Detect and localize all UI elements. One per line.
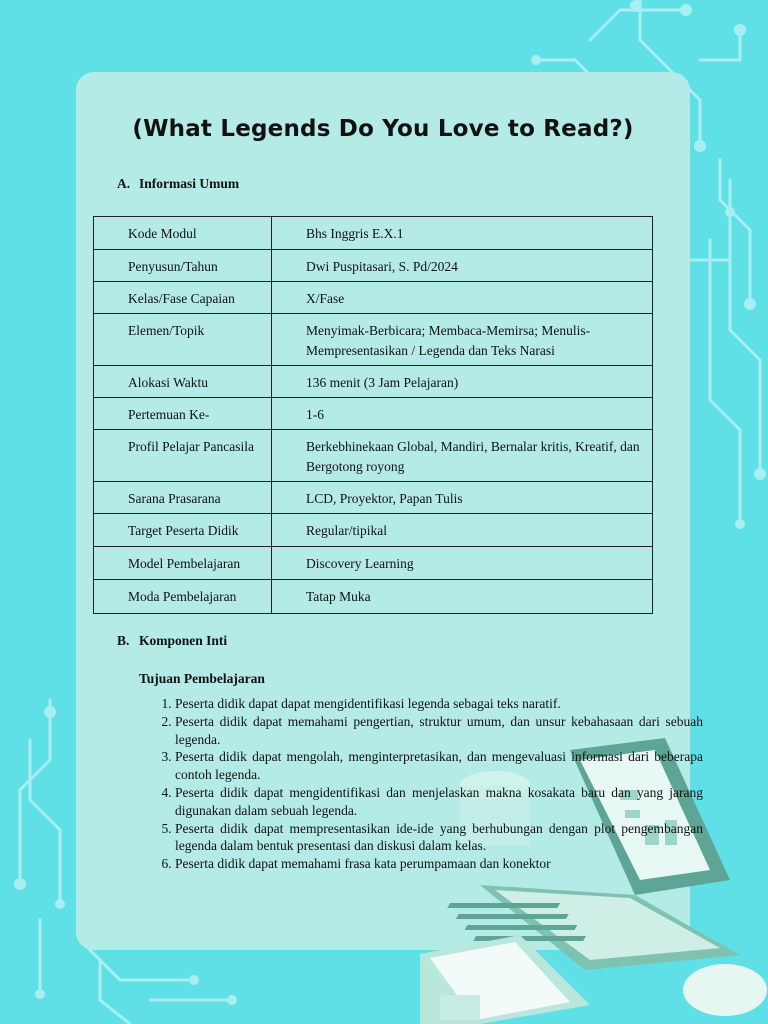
- info-value: Bhs Inggris E.X.1: [272, 217, 653, 250]
- info-row: [94, 580, 653, 614]
- info-key: Sarana Prasarana: [94, 482, 272, 514]
- learning-objectives-heading: Tujuan Pembelajaran: [139, 671, 265, 686]
- info-row: [94, 250, 653, 282]
- info-row: [94, 430, 653, 482]
- info-value: 136 menit (3 Jam Pelajaran): [272, 366, 653, 398]
- info-row: [94, 314, 653, 366]
- learning-objective-item: 1. Peserta didik dapat dapat mengidentifikasi legenda sebagai teks naratif.: [175, 695, 703, 713]
- info-row: [94, 282, 653, 314]
- info-key: Model Pembelajaran: [94, 547, 272, 580]
- general-info-table: [93, 216, 653, 614]
- info-key: Moda Pembelajaran: [94, 580, 272, 614]
- info-row: [94, 366, 653, 398]
- info-key: Elemen/Topik: [94, 314, 272, 366]
- info-row: [94, 482, 653, 514]
- info-key: Profil Pelajar Pancasila: [94, 430, 272, 482]
- info-key: Alokasi Waktu: [94, 366, 272, 398]
- page-title: (What Legends Do You Love to Read?): [132, 116, 634, 142]
- info-key: Target Peserta Didik: [94, 514, 272, 547]
- section-b-heading: [117, 633, 227, 649]
- info-key: Kode Modul: [94, 217, 272, 250]
- info-value: Tatap Muka: [272, 580, 653, 614]
- info-value: Regular/tipikal: [272, 514, 653, 547]
- section-b-label: Komponen Inti: [139, 633, 228, 648]
- info-value: Menyimak-Berbicara; Membaca-Memirsa; Menulis-Mempresentasikan / Legenda dan Teks Narasi: [272, 314, 653, 366]
- info-row: [94, 514, 653, 547]
- info-key: Kelas/Fase Capaian: [94, 282, 272, 314]
- info-value: X/Fase: [272, 282, 653, 314]
- info-row: [94, 398, 653, 430]
- learning-objective-item: 3. Peserta didik dapat mengolah, menginterpretasikan, dan mengevaluasi informasi dari beberapa contoh legenda.: [175, 748, 703, 784]
- learning-objective-item: 5. Peserta didik dapat mempresentasikan ide-ide yang berhubungan dengan plot pengembangan legenda dalam bentuk presentasi dan diskusi dalam kelas.: [175, 820, 703, 856]
- info-row: [94, 217, 653, 250]
- info-row: [94, 547, 653, 580]
- learning-objectives-list: [146, 695, 703, 873]
- info-value: LCD, Proyektor, Papan Tulis: [272, 482, 653, 514]
- info-key: Penyusun/Tahun: [94, 250, 272, 282]
- info-value: Dwi Puspitasari, S. Pd/2024: [272, 250, 653, 282]
- learning-objective-item: 2. Peserta didik dapat memahami pengertian, struktur umum, dan unsur kebahasaan dari sebuah legenda.: [175, 713, 703, 749]
- section-b-number: B.: [117, 633, 130, 648]
- info-value: Discovery Learning: [272, 547, 653, 580]
- section-a-heading: [117, 176, 239, 192]
- learning-objective-item: 4. Peserta didik dapat mengidentifikasi dan menjelaskan makna kosakata baru dan yang jarang digunakan dalam sebuah legenda.: [175, 784, 703, 820]
- info-key: Pertemuan Ke-: [94, 398, 272, 430]
- section-a-label: Informasi Umum: [139, 176, 240, 191]
- info-value: 1-6: [272, 398, 653, 430]
- learning-objective-item: 6. Peserta didik dapat memahami frasa kata perumpamaan dan konektor: [175, 855, 703, 873]
- info-value: Berkebhinekaan Global, Mandiri, Bernalar kritis, Kreatif, dan Bergotong royong: [272, 430, 653, 482]
- section-a-number: A.: [117, 176, 131, 191]
